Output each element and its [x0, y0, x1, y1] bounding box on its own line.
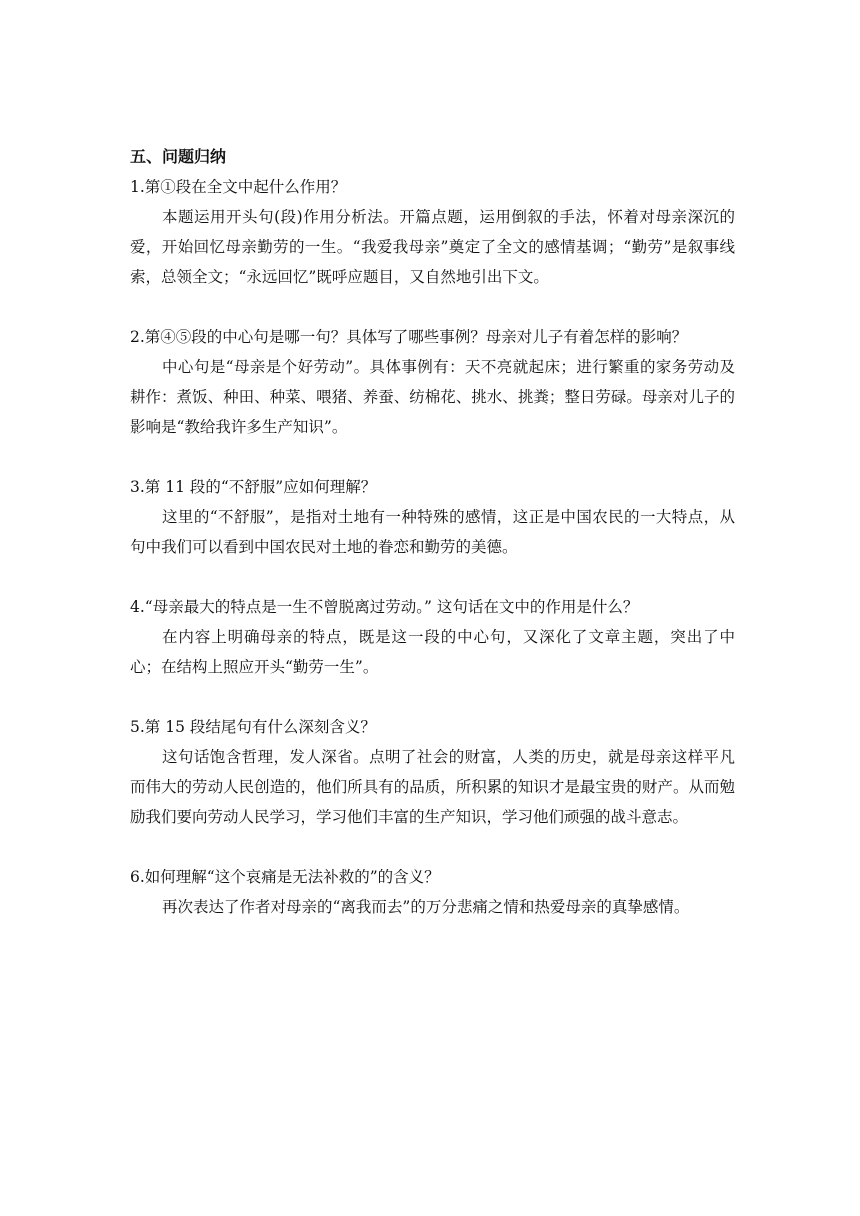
answer-6: 再次表达了作者对母亲的“离我而去”的万分悲痛之情和热爱母亲的真挚感情。 [162, 898, 690, 916]
question-4: 4.“母亲最大的特点是一生不曾脱离过劳动。” 这句话在文中的作用是什么？ [130, 598, 639, 616]
qa-item-1 [130, 172, 735, 292]
answer-5: 这句话饱含哲理，发人深省。点明了社会的财富，人类的历史，就是母亲这样平凡而伟大的劳动人民创造的，他们所具有的品质，所积累的知识才是最宝贵的财产。从而勉励我们要向劳动人民学习，学习他们丰富的生产知识，学习他们顽强的战斗意志。 [130, 748, 735, 826]
question-1: 1.第①段在全文中起什么作用？ [130, 178, 347, 196]
qa-item-3 [130, 472, 735, 562]
question-2: 2.第④⑤段的中心句是哪一句？具体写了哪些事例？母亲对儿子有着怎样的影响？ [130, 328, 688, 346]
answer-4: 在内容上明确母亲的特点，既是这一段的中心句，又深化了文章主题，突出了中心；在结构上照应开头“勤劳一生”。 [130, 628, 735, 676]
document-page [130, 142, 735, 952]
qa-item-4 [130, 592, 735, 682]
answer-3: 这里的“不舒服”，是指对土地有一种特殊的感情，这正是中国农民的一大特点，从句中我们可以看到中国农民对土地的眷恋和勤劳的美德。 [130, 508, 735, 556]
answer-1: 本题运用开头句(段)作用分析法。开篇点题，运用倒叙的手法，怀着对母亲深沉的爱，开始回忆母亲勤劳的一生。“我爱我母亲”奠定了全文的感情基调；“勤劳”是叙事线索，总领全文；“永远回忆”既呼应题目，又自然地引出下文。 [130, 208, 735, 286]
question-5: 5.第 15 段结尾句有什么深刻含义？ [130, 718, 376, 736]
section-heading: 五、问题归纳 [130, 147, 227, 166]
question-6: 6.如何理解“这个哀痛是无法补救的”的含义？ [130, 868, 440, 886]
qa-item-2 [130, 322, 735, 442]
qa-item-6 [130, 862, 735, 922]
qa-item-5 [130, 712, 735, 832]
answer-2: 中心句是“母亲是个好劳动”。具体事例有：天不亮就起床；进行繁重的家务劳动及耕作：煮饭、种田、种菜、喂猪、养蚕、纺棉花、挑水、挑粪；整日劳碌。母亲对儿子的影响是“教给我许多生产知识”。 [130, 358, 735, 436]
question-3: 3.第 11 段的“不舒服”应如何理解？ [130, 478, 377, 496]
